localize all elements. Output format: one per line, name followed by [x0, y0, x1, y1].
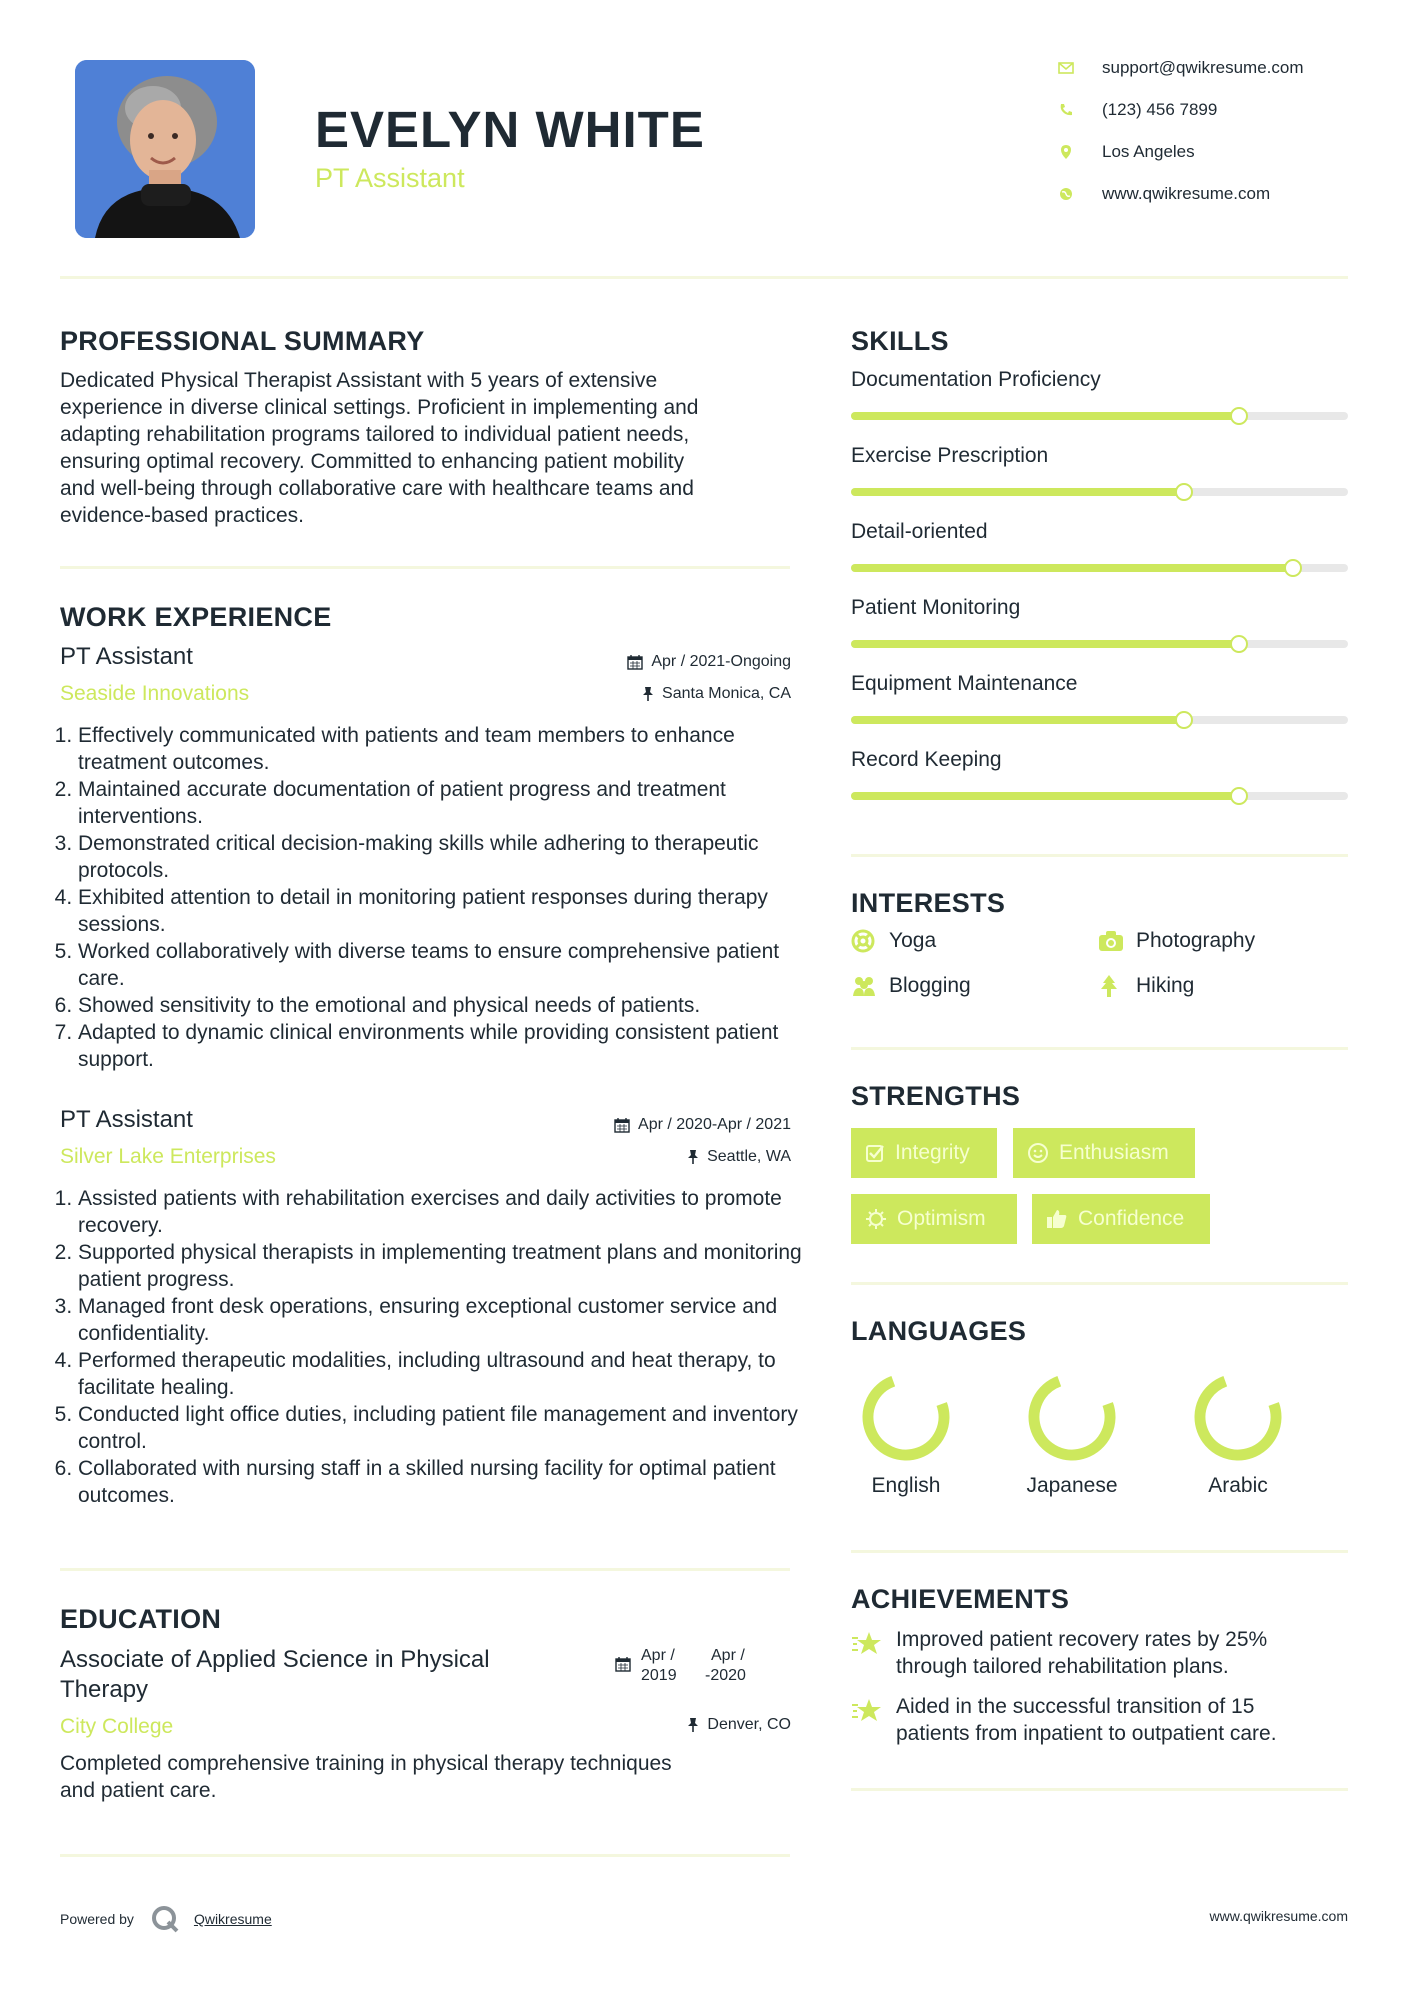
- languages-list: [851, 1362, 1348, 1512]
- skill-level-fill: [851, 716, 1184, 724]
- list-item: 6. Showed sensitivity to the emotional and physical needs of patients.: [78, 992, 818, 1019]
- brand-link[interactable]: Qwikresume: [193, 1911, 272, 1927]
- job-bullets: [56, 1185, 818, 1509]
- list-item: 2. Maintained accurate documentation of patient progress and treatment interventions.: [78, 776, 818, 830]
- skill-item: [851, 444, 1348, 468]
- interest-yoga: [851, 929, 936, 953]
- skill-item: [851, 596, 1348, 620]
- skill-level-knob: [1230, 407, 1248, 425]
- achievement-text: [896, 1626, 1348, 1680]
- skill-level-track: [851, 792, 1348, 800]
- description-line: and patient care.: [60, 1779, 217, 1802]
- header-divider: [60, 276, 1348, 279]
- achievement-line: through tailored rehabilitation plans.: [896, 1655, 1229, 1678]
- interest-label: Hiking: [1136, 974, 1195, 997]
- interest-label: Yoga: [889, 929, 937, 952]
- skill-level-track: [851, 716, 1348, 724]
- job-date: [491, 653, 791, 671]
- language-label: Arabic: [1208, 1474, 1268, 1497]
- skill-level-knob: [1230, 787, 1248, 805]
- interests-title: INTERESTS: [851, 888, 1006, 918]
- mail-icon: [1052, 59, 1080, 77]
- qwikresume-logo-icon: [150, 1904, 180, 1934]
- list-item: 4. Exhibited attention to detail in monitoring patient responses during therapy sessions.: [78, 884, 818, 938]
- job-bullets: [56, 722, 818, 1073]
- language-ring: [1017, 1362, 1127, 1472]
- strength-chip: [1032, 1194, 1210, 1244]
- language-ring: [851, 1362, 961, 1472]
- summary-line: experience in diverse clinical settings. Proficient in implementing and: [60, 396, 699, 419]
- date-separator: -: [705, 1667, 711, 1684]
- education-description: [60, 1750, 800, 1804]
- skill-level-knob: [1230, 635, 1248, 653]
- list-item: 5. Conducted light office duties, including patient file management and inventory control.: [78, 1401, 818, 1455]
- interest-hiking: [1098, 974, 1194, 998]
- skill-level-knob: [1175, 711, 1193, 729]
- strength-label: Confidence: [1078, 1207, 1185, 1230]
- candidate-role: PT Assistant: [315, 163, 465, 193]
- job-location: [491, 1148, 791, 1166]
- degree-line: Therapy: [60, 1676, 149, 1703]
- company-name: Seaside Innovations: [60, 682, 250, 705]
- skills-title: SKILLS: [851, 326, 949, 356]
- skill-item: [851, 748, 1348, 772]
- education-title: EDUCATION: [60, 1604, 222, 1634]
- work-divider: [60, 1568, 790, 1571]
- pushpin-icon: [687, 1717, 699, 1733]
- calendar-icon: [627, 654, 643, 670]
- skill-item: [851, 672, 1348, 696]
- star-burst-icon: [851, 1630, 885, 1663]
- job-title: PT Assistant: [60, 1106, 193, 1133]
- profile-photo: [75, 60, 255, 238]
- summary-text: [60, 367, 800, 529]
- sun-icon: [865, 1208, 887, 1230]
- people-icon: [851, 975, 879, 997]
- language-label: Japanese: [1026, 1474, 1118, 1497]
- skill-level-track: [851, 412, 1348, 420]
- summary-divider: [60, 566, 790, 569]
- education-location: [491, 1716, 791, 1734]
- footer-powered-by: [60, 1904, 272, 1934]
- skill-level-track: [851, 564, 1348, 572]
- contact-phone-text: (123) 456 7899: [1102, 100, 1218, 119]
- summary-line: evidence-based practices.: [60, 504, 304, 527]
- skill-level-knob: [1175, 483, 1193, 501]
- list-item: 5. Worked collaboratively with diverse teams to ensure comprehensive patient care.: [78, 938, 818, 992]
- skill-name: Documentation Proficiency: [851, 368, 1101, 391]
- description-line: Completed comprehensive training in physical therapy techniques: [60, 1752, 672, 1775]
- list-item: 1. Effectively communicated with patients and team members to enhance treatment outcomes.: [78, 722, 818, 776]
- language-ring: [1183, 1362, 1293, 1472]
- skill-level-knob: [1284, 559, 1302, 577]
- language-level-arc: [857, 1368, 954, 1465]
- skill-name: Exercise Prescription: [851, 444, 1049, 467]
- smile-icon: [1027, 1142, 1049, 1164]
- interest-label: Blogging: [889, 974, 971, 997]
- strength-label: Integrity: [895, 1141, 970, 1164]
- date-text: Apr /: [641, 1647, 675, 1664]
- list-item: 4. Performed therapeutic modalities, including ultrasound and heat therapy, to facilitate healing.: [78, 1347, 818, 1401]
- powered-by-text: Powered by: [60, 1911, 134, 1927]
- list-item: 7. Adapted to dynamic clinical environments while providing consistent patient support.: [78, 1019, 818, 1073]
- date-text: 2020: [710, 1667, 746, 1684]
- job-location-text: Santa Monica, CA: [662, 685, 791, 702]
- date-text: Apr /: [711, 1647, 745, 1664]
- skill-level-fill: [851, 564, 1293, 572]
- interest-label: Photography: [1136, 929, 1256, 952]
- skill-name: Equipment Maintenance: [851, 672, 1078, 695]
- star-burst-icon: [851, 1697, 885, 1730]
- summary-line: ensuring optimal recovery. Committed to enhancing patient mobility: [60, 450, 685, 473]
- job-title: PT Assistant: [60, 643, 193, 670]
- achievement-item: [851, 1693, 1348, 1747]
- strengths-title: STRENGTHS: [851, 1081, 1021, 1111]
- job-location-text: Seattle, WA: [707, 1148, 791, 1165]
- strength-label: Optimism: [897, 1207, 986, 1230]
- skills-divider: [851, 854, 1348, 857]
- skill-level-track: [851, 488, 1348, 496]
- checkbox-icon: [865, 1143, 885, 1163]
- education-location-text: Denver, CO: [707, 1716, 791, 1733]
- skill-name: Patient Monitoring: [851, 596, 1021, 619]
- languages-title: LANGUAGES: [851, 1316, 1027, 1346]
- interests-divider: [851, 1047, 1348, 1050]
- date-text: 2019: [641, 1667, 677, 1684]
- pushpin-icon: [642, 686, 654, 702]
- lifebuoy-icon: [851, 929, 879, 953]
- strength-chip: [851, 1194, 1017, 1244]
- list-item: 2. Supported physical therapists in implementing treatment plans and monitoring patient progress.: [78, 1239, 818, 1293]
- summary-line: Dedicated Physical Therapist Assistant with 5 years of extensive: [60, 369, 658, 392]
- contact-website[interactable]: [1052, 184, 1270, 204]
- footer-url[interactable]: www.qwikresume.com: [1209, 1908, 1348, 1924]
- skill-item: [851, 520, 1348, 544]
- strength-label: Enthusiasm: [1059, 1141, 1169, 1164]
- contact-email[interactable]: [1052, 58, 1304, 78]
- education-divider: [60, 1854, 790, 1857]
- education-date-start: [641, 1646, 705, 1686]
- skill-name: Record Keeping: [851, 748, 1002, 771]
- calendar-icon: [615, 1656, 631, 1686]
- list-item: 3. Managed front desk operations, ensuring exceptional customer service and confidentiality.: [78, 1293, 818, 1347]
- job-date: [471, 1116, 791, 1134]
- skill-level-fill: [851, 792, 1239, 800]
- education-date: [615, 1646, 746, 1686]
- list-item: 3. Demonstrated critical decision-making skills while adhering to therapeutic protocols.: [78, 830, 818, 884]
- degree-title: [60, 1645, 620, 1705]
- interest-blogging: [851, 974, 971, 998]
- portrait-image: [75, 60, 255, 238]
- globe-icon: [1052, 185, 1080, 203]
- achievement-line: Improved patient recovery rates by 25%: [896, 1628, 1268, 1651]
- skill-item: [851, 368, 1348, 392]
- skill-level-track: [851, 640, 1348, 648]
- skill-level-fill: [851, 488, 1184, 496]
- summary-line: and well-being through collaborative care with healthcare teams and: [60, 477, 694, 500]
- phone-icon: [1052, 101, 1080, 119]
- list-item: 1. Assisted patients with rehabilitation exercises and daily activities to promote recovery.: [78, 1185, 818, 1239]
- interest-photography: [1098, 929, 1255, 953]
- contact-email-text: support@qwikresume.com: [1102, 58, 1304, 77]
- school-name: City College: [60, 1715, 174, 1738]
- list-item: 6. Collaborated with nursing staff in a skilled nursing facility for optimal patient outcomes.: [78, 1455, 818, 1509]
- candidate-name: EVELYN WHITE: [315, 101, 705, 158]
- summary-title: PROFESSIONAL SUMMARY: [60, 326, 425, 356]
- language-level-arc: [1189, 1368, 1286, 1465]
- pushpin-icon: [687, 1149, 699, 1165]
- thumbs-up-icon: [1046, 1208, 1068, 1230]
- achievement-line: Aided in the successful transition of 15: [896, 1695, 1255, 1718]
- skill-level-fill: [851, 412, 1239, 420]
- skill-name: Detail-oriented: [851, 520, 988, 543]
- languages-divider: [851, 1550, 1348, 1553]
- contact-website-text: www.qwikresume.com: [1102, 184, 1271, 203]
- strength-chip: [1013, 1128, 1195, 1178]
- location-pin-icon: [1052, 143, 1080, 161]
- skill-level-fill: [851, 640, 1239, 648]
- job-location: [491, 685, 791, 703]
- job-date-text: Apr / 2021-Ongoing: [651, 653, 791, 670]
- achievement-line: patients from inpatient to outpatient care.: [896, 1722, 1277, 1745]
- achievement-text: [896, 1693, 1348, 1747]
- summary-line: adapting rehabilitation programs tailored to individual patient needs,: [60, 423, 690, 446]
- achievements-divider: [851, 1788, 1348, 1791]
- calendar-icon: [614, 1117, 630, 1133]
- achievement-item: [851, 1626, 1348, 1680]
- contact-phone[interactable]: [1052, 100, 1217, 120]
- company-name: Silver Lake Enterprises: [60, 1145, 276, 1168]
- achievements-title: ACHIEVEMENTS: [851, 1584, 1070, 1614]
- work-title: WORK EXPERIENCE: [60, 602, 332, 632]
- contact-location: [1052, 142, 1195, 162]
- degree-line: Associate of Applied Science in Physical: [60, 1646, 490, 1673]
- tree-icon: [1098, 974, 1126, 998]
- language-label: English: [871, 1474, 941, 1497]
- strength-chip: [851, 1128, 997, 1178]
- language-level-arc: [1023, 1368, 1120, 1465]
- strengths-divider: [851, 1282, 1348, 1285]
- contact-location-text: Los Angeles: [1102, 142, 1195, 161]
- job-date-text: Apr / 2020-Apr / 2021: [638, 1116, 791, 1133]
- camera-icon: [1098, 930, 1126, 952]
- education-date-end: [705, 1646, 746, 1686]
